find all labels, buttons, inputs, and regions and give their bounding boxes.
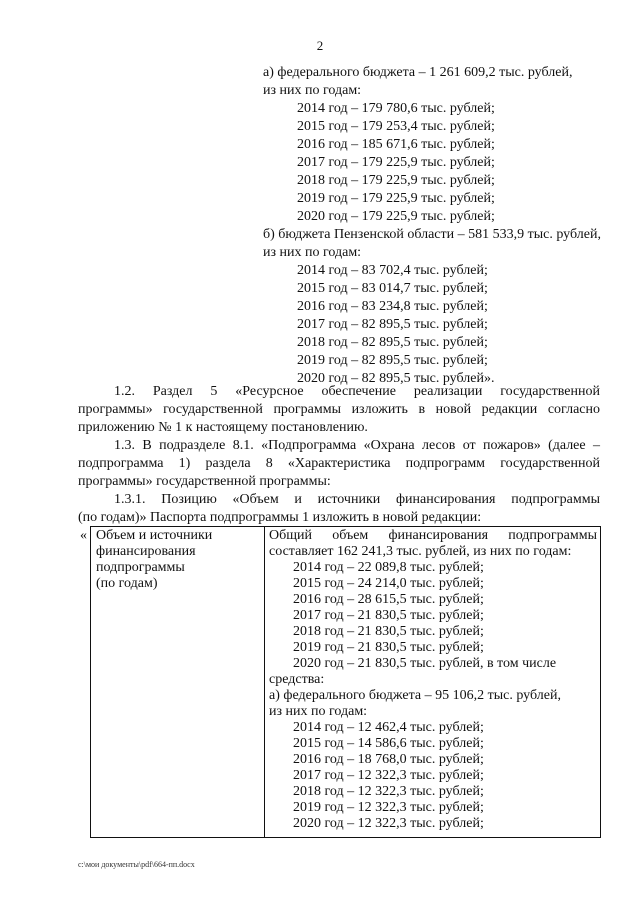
- federal-budget-heading: а) федерального бюджета – 1 261 609,2 тыс. рублей,: [263, 65, 573, 80]
- table-right-cell: [269, 528, 597, 832]
- right-cell-intro-line: Общий объем финансирования подпрограммы: [269, 528, 597, 543]
- table-federal-year-line: 2014 год – 12 462,4 тыс. рублей;: [293, 720, 484, 735]
- right-cell-intro-line: составляет 162 241,3 тыс. рублей, из них по годам:: [269, 544, 572, 559]
- total-year-line: 2015 год – 24 214,0 тыс. рублей;: [293, 576, 484, 591]
- left-cell-line: финансирования: [96, 544, 196, 559]
- total-year-line: 2014 год – 22 089,8 тыс. рублей;: [293, 560, 484, 575]
- table-federal-year-line: 2018 год – 12 322,3 тыс. рублей;: [293, 784, 484, 799]
- regional-year-line: 2016 год – 83 234,8 тыс. рублей;: [297, 299, 488, 314]
- federal-year-line: 2015 год – 179 253,4 тыс. рублей;: [297, 119, 495, 134]
- federal-year-line: 2020 год – 179 225,9 тыс. рублей;: [297, 209, 495, 224]
- paragraph-line: программы» государственной программы:: [78, 474, 331, 489]
- regional-budget-subheading: из них по годам:: [263, 245, 362, 260]
- table-left-cell: [96, 528, 261, 592]
- funding-table: [90, 526, 601, 838]
- total-year-line: 2017 год – 21 830,5 тыс. рублей;: [293, 608, 484, 623]
- paragraph-1-3: [78, 437, 600, 491]
- federal-year-line: 2016 год – 185 671,6 тыс. рублей;: [297, 137, 495, 152]
- table-federal-subheading: из них по годам:: [269, 704, 368, 719]
- table-federal-year-line: 2015 год – 14 586,6 тыс. рублей;: [293, 736, 484, 751]
- paragraph-line: (по годам)» Паспорта подпрограммы 1 изложить в новой редакции:: [78, 510, 482, 525]
- paragraph-line: программы» государственной программы изложить в новой редакции согласно: [78, 402, 600, 417]
- federal-year-line: 2018 год – 179 225,9 тыс. рублей;: [297, 173, 495, 188]
- table-federal-year-line: 2020 год – 12 322,3 тыс. рублей;: [293, 816, 484, 831]
- regional-year-line: 2018 год – 82 895,5 тыс. рублей;: [297, 335, 488, 350]
- paragraph-1-3-1: [78, 491, 600, 527]
- left-cell-line: подпрограммы: [96, 560, 185, 575]
- file-path-footer: c:\мои документы\pdf\664-пп.docx: [78, 860, 195, 869]
- regional-year-line: 2020 год – 82 895,5 тыс. рублей».: [297, 371, 495, 386]
- federal-year-line: 2014 год – 179 780,6 тыс. рублей;: [297, 101, 495, 116]
- federal-budget-block: [263, 64, 613, 226]
- federal-year-line: 2017 год – 179 225,9 тыс. рублей;: [297, 155, 495, 170]
- paragraph-line: 1.3.1. Позицию «Объем и источники финансирования подпрограммы: [114, 492, 600, 507]
- federal-year-line: 2019 год – 179 225,9 тыс. рублей;: [297, 191, 495, 206]
- regional-year-line: 2017 год – 82 895,5 тыс. рублей;: [297, 317, 488, 332]
- left-cell-line: Объем и источники: [96, 528, 213, 543]
- regional-year-line: 2015 год – 83 014,7 тыс. рублей;: [297, 281, 488, 296]
- regional-year-line: 2019 год – 82 895,5 тыс. рублей;: [297, 353, 488, 368]
- total-year-line: 2020 год – 21 830,5 тыс. рублей, в том числе: [293, 656, 557, 671]
- paragraph-line: 1.3. В подразделе 8.1. «Подпрограмма «Охрана лесов от пожаров» (далее –: [114, 438, 600, 453]
- regional-budget-heading: б) бюджета Пензенской области – 581 533,9 тыс. рублей,: [263, 227, 601, 242]
- total-year-line: 2018 год – 21 830,5 тыс. рублей;: [293, 624, 484, 639]
- page-number: 2: [316, 38, 324, 53]
- regional-year-line: 2014 год – 83 702,4 тыс. рублей;: [297, 263, 488, 278]
- table-federal-heading: а) федерального бюджета – 95 106,2 тыс. рублей,: [269, 688, 561, 703]
- opening-quote: «: [80, 528, 87, 543]
- paragraph-line: приложению № 1 к настоящему постановлению.: [78, 420, 368, 435]
- left-cell-line: (по годам): [96, 576, 158, 591]
- paragraph-line: 1.2. Раздел 5 «Ресурсное обеспечение реализации государственной: [114, 384, 600, 399]
- table-federal-year-line: 2016 год – 18 768,0 тыс. рублей;: [293, 752, 484, 767]
- paragraph-line: подпрограмма 1) раздела 8 «Характеристика подпрограмм государственной: [78, 456, 600, 471]
- means-line: средства:: [269, 672, 325, 687]
- federal-budget-subheading: из них по годам:: [263, 83, 362, 98]
- paragraph-1-2: [78, 383, 600, 437]
- table-column-divider: [264, 527, 265, 837]
- regional-budget-block: [263, 226, 613, 388]
- total-year-line: 2019 год – 21 830,5 тыс. рублей;: [293, 640, 484, 655]
- total-year-line: 2016 год – 28 615,5 тыс. рублей;: [293, 592, 484, 607]
- table-federal-year-line: 2017 год – 12 322,3 тыс. рублей;: [293, 768, 484, 783]
- table-federal-year-line: 2019 год – 12 322,3 тыс. рублей;: [293, 800, 484, 815]
